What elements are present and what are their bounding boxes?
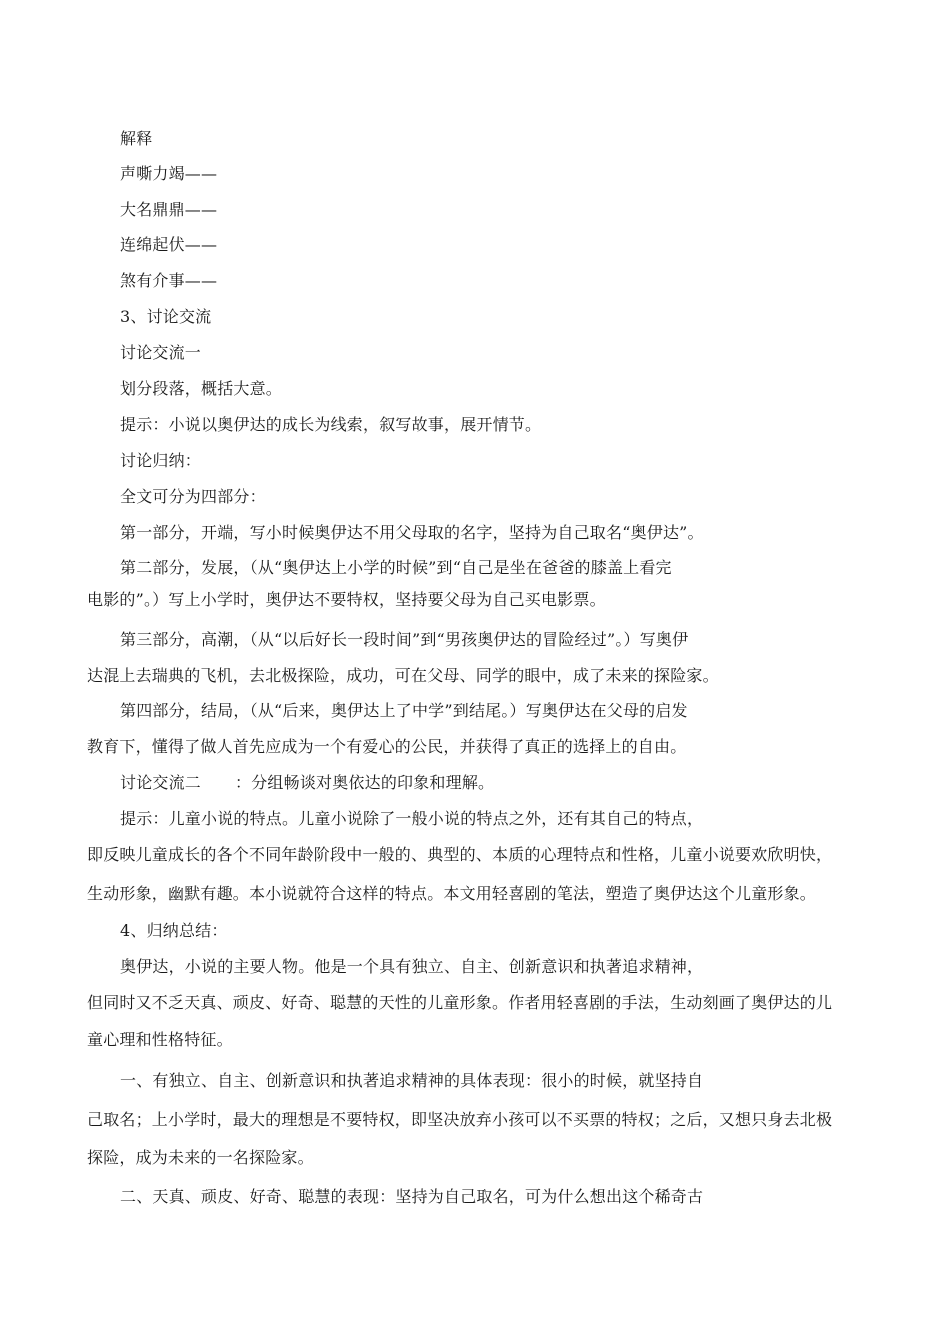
paragraph-line: 己取名；上小学时，最大的理想是不要特权，即坚决放弃小孩可以不买票的特权；之后，又想只身去北极 [87,1110,833,1129]
paragraph-line: 教育下，懂得了做人首先应成为一个有爱心的公民，并获得了真正的选择上的自由。 [87,737,687,756]
paragraph-line: 一、有独立、自主、创新意识和执著追求精神的具体表现：很小的时候，就坚持自 [120,1071,704,1090]
paragraph-line: 达混上去瑞典的飞机，去北极探险，成功，可在父母、同学的眼中，成了未来的探险家。 [87,666,719,685]
paragraph-line: 提示：儿童小说的特点。儿童小说除了一般小说的特点之外，还有其自己的特点， [120,809,704,828]
paragraph-line: 第二部分，发展，（从“奥伊达上小学的时候”到“自己是坐在爸爸的膝盖上看完 [120,558,672,577]
discussion-two-text: ：分组畅谈对奥依达的印象和理解。 [235,773,495,792]
idiom-item: 连绵起伏—— [120,235,218,254]
paragraph-line: 二、天真、顽皮、好奇、聪慧的表现：坚持为自己取名，可为什么想出这个稀奇古 [120,1187,704,1206]
paragraph-line: 即反映儿童成长的各个不同年龄阶段中一般的、典型的、本质的心理特点和性格，儿童小说要欢欣明快， [87,845,833,864]
paragraph-line: 生动形象，幽默有趣。本小说就符合这样的特点。本文用轻喜剧的笔法，塑造了奥伊达这个儿童形象。 [87,884,817,903]
idiom-item: 大名鼎鼎—— [120,200,218,219]
paragraph-line: 讨论归纳： [120,451,202,470]
section-heading-discussion: 3、讨论交流 [120,307,212,326]
section-heading-summary: 4、归纳总结： [120,921,228,940]
paragraph-line: 第一部分，开端，写小时候奥伊达不用父母取的名字，坚持为自己取名“奥伊达”。 [120,523,704,542]
paragraph-line: 探险，成为未来的一名探险家。 [87,1148,314,1167]
paragraph-line: 全文可分为四部分： [120,487,266,506]
paragraph-line: 第四部分，结局，（从“后来，奥伊达上了中学”到结尾。）写奥伊达在父母的启发 [120,701,688,720]
paragraph-line: 童心理和性格特征。 [87,1030,233,1049]
paragraph-line: 第三部分，高潮，（从“以后好长一段时间”到“男孩奥伊达的冒险经过”。）写奥伊 [120,630,689,649]
paragraph-line [120,773,494,793]
paragraph-line: 电影的”。）写上小学时，奥伊达不要特权，坚持要父母为自己买电影票。 [87,590,606,609]
subheading-discussion-one: 讨论交流一 [120,343,202,362]
idiom-item: 声嘶力竭—— [120,164,218,183]
paragraph-line: 提示：小说以奥伊达的成长为线索，叙写故事，展开情节。 [120,415,542,434]
paragraph-line: 划分段落，概括大意。 [120,379,283,398]
paragraph-line: 但同时又不乏天真、顽皮、好奇、聪慧的天性的儿童形象。作者用轻喜剧的手法，生动刻画了奥伊达的儿 [87,993,833,1012]
section-heading-explain: 解释 [120,129,153,148]
idiom-item: 煞有介事—— [120,271,218,290]
paragraph-line: 奥伊达，小说的主要人物。他是一个具有独立、自主、创新意识和执著追求精神， [120,957,704,976]
subheading-discussion-two: 讨论交流二 [120,773,202,792]
